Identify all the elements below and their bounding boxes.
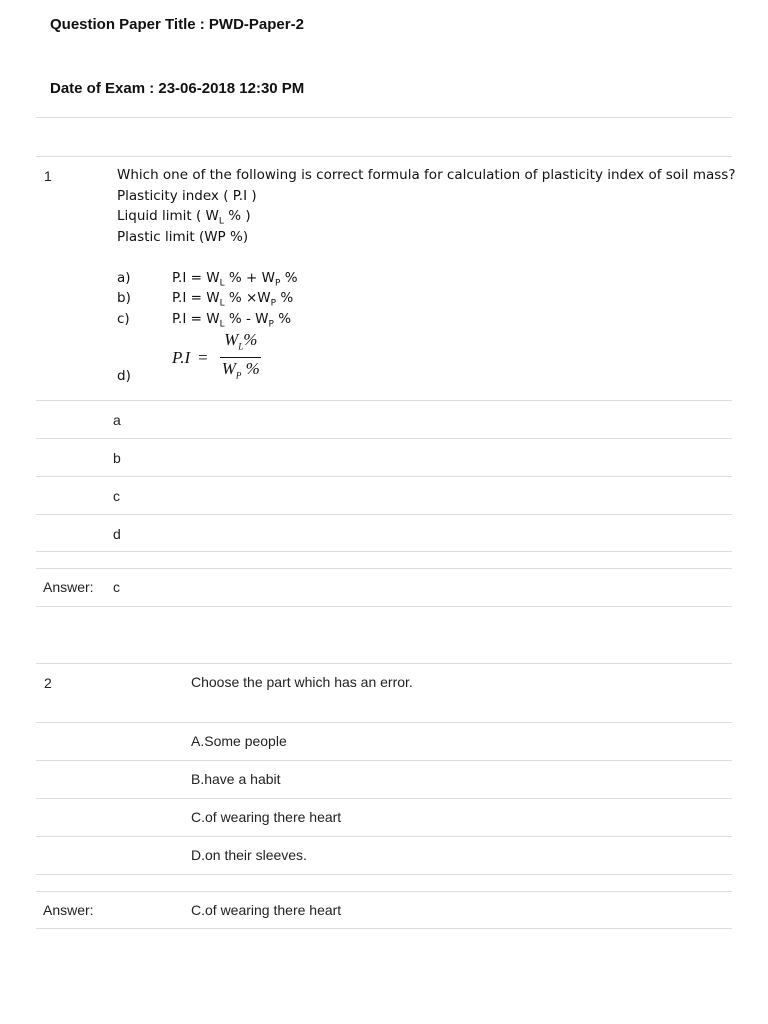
question-line: Plasticity index ( P.I ) bbox=[117, 188, 257, 204]
divider bbox=[36, 798, 732, 799]
choice-item[interactable]: c bbox=[113, 488, 120, 504]
subscript: P bbox=[268, 319, 274, 330]
subscript: P bbox=[274, 278, 281, 289]
fraction bbox=[218, 330, 264, 386]
divider bbox=[36, 836, 732, 837]
question-number: 2 bbox=[44, 675, 52, 691]
divider bbox=[36, 476, 732, 477]
formula-part: % bbox=[284, 270, 298, 286]
paper-title: Question Paper Title : PWD-Paper-2 bbox=[50, 16, 304, 33]
subscript: P bbox=[270, 298, 277, 309]
divider bbox=[36, 551, 732, 552]
choice-item[interactable]: a bbox=[113, 412, 121, 428]
divider bbox=[36, 874, 732, 875]
option-label: b) bbox=[117, 290, 131, 306]
divider bbox=[36, 928, 732, 929]
formula-part: % bbox=[280, 290, 294, 306]
choice-item[interactable]: D.on their sleeves. bbox=[191, 847, 307, 863]
divider bbox=[36, 156, 732, 157]
question-text: Choose the part which has an error. bbox=[191, 674, 413, 690]
formula-part: % bbox=[243, 330, 258, 349]
subscript: P bbox=[235, 370, 242, 381]
formula-part: % + W bbox=[228, 270, 275, 286]
divider bbox=[36, 760, 732, 761]
divider bbox=[36, 891, 732, 892]
fraction-numerator bbox=[220, 330, 261, 358]
exam-date: Date of Exam : 23-06-2018 12:30 PM bbox=[50, 80, 305, 97]
subscript: L bbox=[219, 319, 225, 330]
divider bbox=[36, 568, 732, 569]
fraction-formula bbox=[172, 330, 264, 386]
question-line: Plastic limit (WP %) bbox=[117, 229, 249, 245]
formula-part: % bbox=[278, 311, 292, 327]
question-line-text: Liquid limit ( W bbox=[117, 208, 219, 224]
question-line bbox=[117, 208, 251, 227]
formula-part: P.I = W bbox=[172, 270, 220, 286]
formula-part: W bbox=[224, 330, 239, 349]
formula-lhs: P.I bbox=[172, 347, 191, 367]
choice-item[interactable]: d bbox=[113, 526, 121, 542]
fraction-denominator bbox=[218, 358, 264, 385]
option-formula bbox=[172, 270, 298, 289]
formula-part: W bbox=[221, 359, 236, 379]
subscript: L bbox=[218, 216, 224, 227]
option-label: d) bbox=[117, 368, 131, 384]
answer-value: C.of wearing there heart bbox=[191, 902, 342, 918]
subscript: L bbox=[219, 278, 225, 289]
question-text: Which one of the following is correct formula for calculation of plasticity index of soil mass? bbox=[117, 167, 736, 183]
choice-item[interactable]: B.have a habit bbox=[191, 771, 281, 787]
formula-part: % - W bbox=[228, 311, 269, 327]
formula-part: % ×W bbox=[228, 290, 271, 306]
option-formula bbox=[172, 290, 293, 309]
question-line-text: % ) bbox=[228, 208, 251, 224]
choice-item[interactable]: A.Some people bbox=[191, 733, 287, 749]
divider bbox=[36, 117, 732, 118]
divider bbox=[36, 722, 732, 723]
subscript: L bbox=[238, 341, 244, 352]
answer-label: Answer: bbox=[43, 579, 94, 595]
option-label: c) bbox=[117, 311, 130, 327]
answer-label: Answer: bbox=[43, 902, 94, 918]
subscript: L bbox=[219, 298, 225, 309]
question-number: 1 bbox=[44, 168, 52, 184]
formula-part: P.I = W bbox=[172, 311, 220, 327]
choice-item[interactable]: b bbox=[113, 450, 121, 466]
option-label: a) bbox=[117, 270, 131, 286]
divider bbox=[36, 606, 732, 607]
formula-equals: = bbox=[198, 347, 208, 367]
divider bbox=[36, 663, 732, 664]
choice-item[interactable]: C.of wearing there heart bbox=[191, 809, 342, 825]
formula-part: P.I = W bbox=[172, 290, 220, 306]
answer-value: c bbox=[113, 579, 120, 595]
option-formula bbox=[172, 311, 291, 330]
divider bbox=[36, 400, 732, 401]
divider bbox=[36, 514, 732, 515]
divider bbox=[36, 438, 732, 439]
formula-part: % bbox=[245, 359, 260, 379]
